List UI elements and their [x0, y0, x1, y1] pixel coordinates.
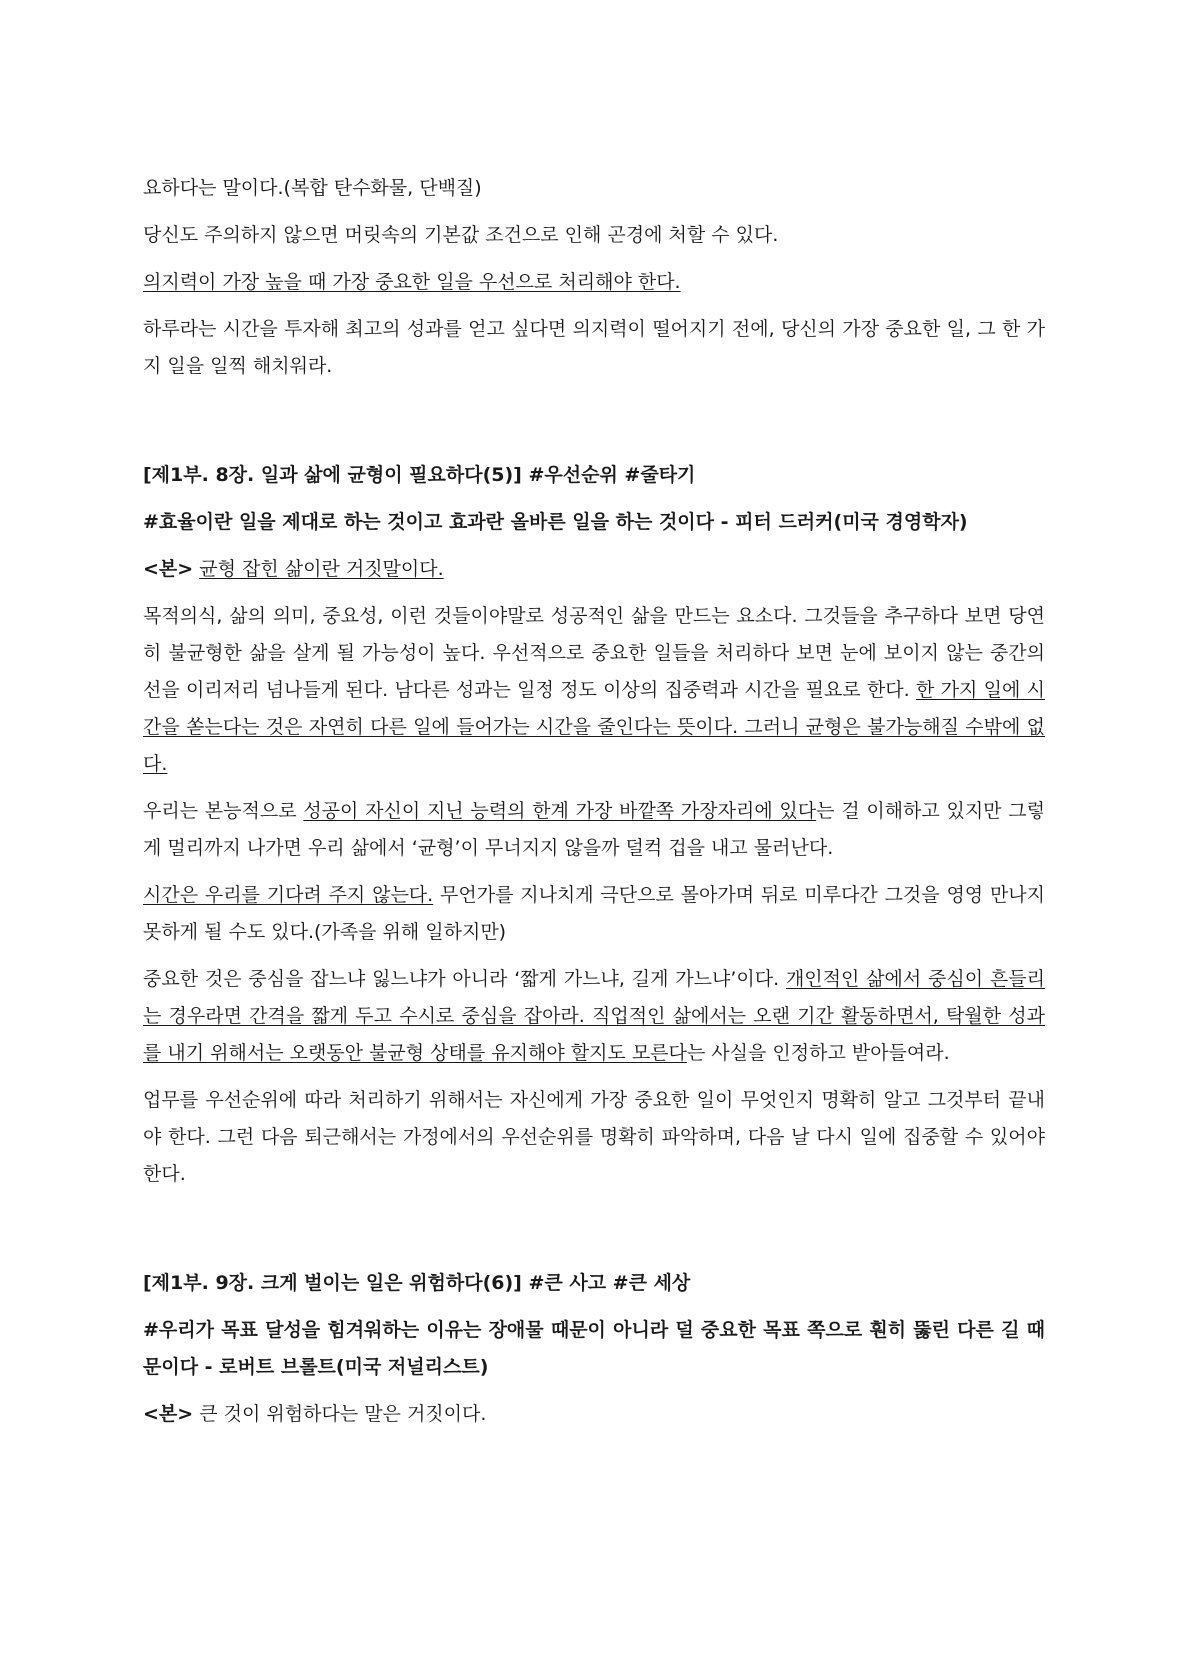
paragraph-carbs: 요하다는 말이다.(복합 탄수화물, 단백질) [143, 177, 482, 199]
para2-text-b: 는 걸 이해하고 있지만 그렇게 멀리까지 나가면 우리 삶에서 ‘균형’이 무너지지 않을까 덜컥 겁을 내고 물러난다. [143, 800, 1045, 859]
para3-text: 무언가를 지나치게 극단으로 몰아가며 뒤로 미루다간 그것을 영영 만나지 못하게 될 수도 있다.(가족을 위해 일하지만) [143, 884, 1046, 943]
section8-para1 [143, 598, 1045, 783]
bon-label: <본> [143, 558, 194, 580]
para1-text: 목적의식, 삶의 의미, 중요성, 이런 것들이야말로 성공적인 삶을 만드는 요소다. 그것들을 추구하다 보면 당연히 불균형한 삶을 살게 될 가능성이 높다. 우선적으로 중요한 일들을 처리하다 보면 눈에 보이지 않는 중간의 선을 이리저리 넘나들게 된다. 남다른 성과는 일정 정도 이상의 집중력과 시간을 필요로 한다. [143, 605, 1045, 701]
para2-underline: 성공이 자신이 지닌 능력의 한계 가장 바깥쪽 가장자리에 있다 [303, 800, 817, 822]
section8-para2 [143, 793, 1045, 867]
para4-text-b: 는 사실을 인정하고 받아들여라. [686, 1042, 950, 1064]
paragraph-one-thing: 하루라는 시간을 투자해 최고의 성과를 얻고 싶다면 의지력이 떨어지기 전에, 당신의 가장 중요한 일, 그 한 가지 일을 일찍 해치워라. [143, 318, 1045, 377]
section8-bon [143, 551, 1045, 588]
para4-underline: 개인적인 삶에서 중심이 흔들리는 경우라면 간격을 짧게 두고 수시로 중심을 잡아라. 직업적인 삶에서는 오랜 기간 활동하면서, 탁월한 성과를 내기 위해서는 오랫동안 불균형 상태를 유지해야 할지도 모른다 [143, 968, 1045, 1064]
bon-text: 균형 잡힌 삶이란 거짓말이다. [199, 558, 444, 580]
para4-text-a: 중요한 것은 중심을 잡느냐 잃느냐가 아니라 ‘짧게 가느냐, 길게 가느냐’이다. [143, 968, 786, 990]
section8-quote: #효율이란 일을 제대로 하는 것이고 효과란 올바른 일을 하는 것이다 - 피터 드러커(미국 경영학자) [143, 511, 968, 533]
document-page [143, 170, 1045, 1433]
section8-title: [제1부. 8장. 일과 삶에 균형이 필요하다(5)] #우선순위 #줄타기 [143, 464, 696, 486]
bon-label: <본> [143, 1403, 194, 1425]
paragraph-willpower [143, 264, 1045, 301]
section8-para4 [143, 961, 1045, 1072]
section9-bon [143, 1396, 1045, 1433]
para2-text-a: 우리는 본능적으로 [143, 800, 304, 822]
para1-underline: 한 가지 일에 시간을 쏟는다는 것은 자연히 다른 일에 들어가는 시간을 줄인다는 뜻이다. 그러니 균형은 불가능해질 수밖에 없다. [143, 679, 1045, 775]
para3-underline: 시간은 우리를 기다려 주지 않는다. [143, 884, 434, 906]
paragraph-default-conditions: 당신도 주의하지 않으면 머릿속의 기본값 조건으로 인해 곤경에 처할 수 있다. [143, 224, 779, 246]
section9-title: [제1부. 9장. 크게 벌이는 일은 위험하다(6)] #큰 사고 #큰 세상 [143, 1272, 691, 1294]
section8-para5: 업무를 우선순위에 따라 처리하기 위해서는 자신에게 가장 중요한 일이 무엇인지 명확히 알고 그것부터 끝내야 한다. 그런 다음 퇴근해서는 가정에서의 우선순위를 명확히 파악하며, 다음 날 다시 일에 집중할 수 있어야 한다. [143, 1089, 1045, 1185]
underlined-willpower: 의지력이 가장 높을 때 가장 중요한 일을 우선으로 처리해야 한다. [143, 271, 681, 293]
section8-para3 [143, 877, 1045, 951]
bon-text: 큰 것이 위험하다는 말은 거짓이다. [199, 1403, 487, 1425]
section9-quote: #우리가 목표 달성을 힘겨워하는 이유는 장애물 때문이 아니라 덜 중요한 목표 쪽으로 훤히 뚫린 다른 길 때문이다 - 로버트 브롤트(미국 저널리스트) [143, 1319, 1045, 1378]
